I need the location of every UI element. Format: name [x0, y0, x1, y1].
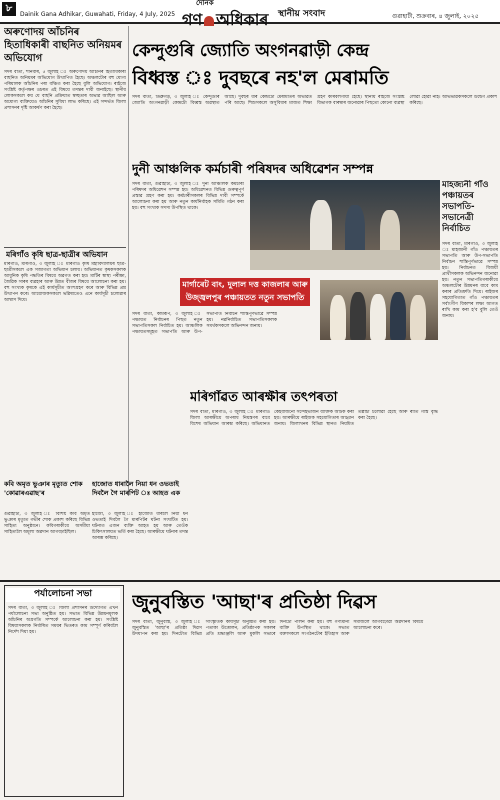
page-number: ৮: [2, 2, 16, 16]
a10-body: সদৰ বাৰ্তা, ৩ জুলাই ঃ জিলা প্ৰশাসনৰ উদ্যোগত এখন পৰ্যালোচনা সভা অনুষ্ঠিত হয়। সভাত বিভিন্ন উন্নয়নমূলক আঁচনিৰ অগ্ৰগতি সম্পৰ্কে আলোচনা কৰা হয়। সংশ্লিষ্ট বিষয়াসকলক নিৰ্ধাৰিত সময়ৰ ভিতৰত কাম সম্পূৰ্ণ কৰিবলৈ নিৰ্দেশ দিয়া হয়।: [8, 606, 118, 635]
brand-part1: গণ: [182, 10, 203, 29]
section-label: স্থানীয় সংবাদ: [278, 9, 326, 19]
person-figure: [370, 294, 386, 340]
brand-logo-icon: [204, 16, 214, 26]
person-figure: [390, 292, 406, 340]
a7-body-continued: [280, 344, 438, 384]
person-figure: [410, 295, 426, 340]
a1-headline: অৰুণোদয় আঁচনিৰ হিতাধিকাৰী বাছনিত অনিয়মৰ অভিযোগ: [4, 27, 122, 64]
a4-headline: হাজোত ধাৰালৈ নিয়া ধন ওভতাই দিবলৈ গৈ মাৰপিট ঃ আহত এক: [92, 480, 181, 497]
section-divider: [0, 580, 500, 582]
a6-headline: দুনী আঞ্চলিক কৰ্মচাৰী পৰিষদৰ অধিৱেশন সম্পন্ন: [132, 161, 374, 176]
a4-body: হাজো, ৩ জুলাই ঃ হাজোত ধাৰলৈ নিয়া ধন ওভতাই দিবলৈ গৈ মাৰপিটৰ ঘটনা সংঘটিত হয়। ঘটনাত এজন ব্যক্তি আহত হয় আৰু তেওঁক চিকিৎসালয়ত ভৰ্তি কৰা হৈছে। আৰক্ষীয়ে ঘটনাৰ তদন্ত আৰম্ভ কৰিছে।: [92, 512, 188, 541]
photo-group-portrait: [320, 280, 438, 340]
a7-body: সদৰ বাৰ্তা, কামৰূপ, ৩ জুলাই ঃ পঞ্চায়ত নিৰ্বাচনৰ পিছত নতুন সভাপতিসকল নিৰ্বাচিত হয়। আঞ্চলিক পঞ্চায়তসমূহত সভাপতি আৰু উপ-সভাপতি নিৰ্বাচন শান্তিপূৰ্ণভাৱে সম্পন্ন হয়। নৱনিৰ্বাচিত সভাপতিসকলক সমৰ্থকসকলে অভিনন্দন জনায়।: [132, 312, 277, 335]
a2-body: মৰিগাঁও, মৰিগাঁও, ৩ জুলাই ঃ মৰিগাঁও কৃষি মহাবিদ্যালয়ৰ ছাত্ৰ-ছাত্ৰীসকলে এক সজাগতা অভিযান চলায়। অভিযানত কৃষকসকলক আধুনিক কৃষি পদ্ধতিৰ বিষয়ে অৱগত কৰা হয়। মাটিৰ স্বাস্থ্য পৰীক্ষা, জৈৱিক সাৰৰ ব্যৱহাৰ আৰু উন্নত বীজৰ বিষয়ে আলোচনা কৰা হয়। বহু সংখ্যক কৃষকে এই কাৰ্যসূচীত অংশগ্ৰহণ কৰে আৰু বিভিন্ন প্ৰশ্ন উত্থাপন কৰে। আয়োজকসকলে ভৱিষ্যতেও এনে কাৰ্যসূচী চলোৱাৰ আশ্বাস দিয়ে।: [4, 262, 126, 303]
masthead-left-text: Dainik Gana Adhikar, Guwahati, Friday, 4 July, 2025: [20, 11, 176, 18]
a5-headline-line2: বিধ্বস্ত ঃ দুবছৰে নহ'ল মেৰামতি: [132, 67, 389, 89]
a5-headline-line1: কেন্দুগুৰি জ্যোতি অংগনৱাড়ী কেন্দ্ৰ: [132, 41, 370, 61]
a3-body: গুৱাহাটী, ৩ জুলাই ঃ বিশিষ্ট কবি অমৃত ভুঞাৰ মৃত্যুত গভীৰ শোক প্ৰকাশ কৰিছে বিভিন্ন সাহিত্য অনুষ্ঠানে। কবিগৰাকীয়ে অসমীয়া সাহিত্যলৈ অমূল্য অৱদান আগবঢ়াইছিল।: [4, 512, 90, 535]
column-rule: [128, 26, 129, 496]
stage-table: [250, 250, 440, 270]
a8-headline: মাহজ্যনী গাঁও পঞ্চায়তৰ সভাপতি-সভানেত্ৰী নিৰ্বাচিত: [442, 180, 489, 234]
a9-headline: মৰিগাঁৱত আৰক্ষীৰ তৎপৰতা: [190, 390, 338, 405]
a11-body: সদৰ বাৰ্তা, জুনুবস্তি, ৩ জুলাই ঃ জুনুবস্তিত 'আছা'ৰ প্ৰতিষ্ঠা দিৱস উদযাপন কৰা হয়। দিনটোত বিভিন্ন সাংস্কৃতিক কাৰ্যসূচী অনুষ্ঠিত কৰা হয়। পতাকা উত্তোলন, প্ৰতিষ্ঠাপক সকলৰ প্ৰতি শ্ৰদ্ধাঞ্জলি আৰু মুকলি সভাৰে দিনটো পালন কৰা হয়। বহু গণ্যমান্য ব্যক্তি উপস্থিত থাকে। সভাত বক্তাসকলে সংগঠনটোৰ ইতিহাস আৰু সমাজলৈ আগবঢ়োৱা অৱদানৰ বিষয়ে আলোচনা কৰে।: [132, 620, 424, 637]
photo-stage-meeting: [250, 180, 440, 270]
a10-headline: পৰ্যালোচনা সভা: [6, 588, 120, 602]
person-figure: [350, 292, 366, 340]
a5-body: সদৰ বাৰ্তা, ডিব্ৰুগড়, ৩ জুলাই ঃ কেন্দুগুৰি জ্যোতি অংগনৱাড়ী কেন্দ্ৰটো বিধ্বস্ত অৱস্থাত আছে। দুবছৰ ধৰি কেন্দ্ৰটো মেৰামতিৰ অভাৱত পৰি আছে। শিশুসকলে অসুবিধাৰ মাজত শিক্ষা গ্ৰহণ কৰিবলগীয়া হৈছে। স্থানীয় ৰাইজে সংশ্লিষ্ট বিভাগক বাৰম্বাৰ জনোৱাৰ পিছতো কোনো ব্যৱস্থা লোৱা হোৱা নাই। অভিভাৱকসকলে উদ্বেগ প্ৰকাশ কৰিছে।: [132, 95, 497, 106]
a7-banner: মাৰ্গাৰেট বাং, দুলাল দত্ত কাজলাৰ আৰু উজ্জ্বলপুৰ পঞ্চায়তত নতুন সভাপতি: [180, 278, 310, 306]
divider: [4, 247, 126, 248]
masthead-brand: [182, 0, 268, 34]
masthead-date: গুৱাহাটী, শুক্ৰবাৰ, ৪ জুলাই, ২০২৫: [392, 13, 479, 20]
a8-body: সদৰ বাৰ্তা, মৰিগাঁও, ৩ জুলাই ঃ মাহজ্যনী গাঁও পঞ্চায়তৰ সভাপতি আৰু উপ-সভাপতি নিৰ্বাচন শান্তিপূৰ্ণভাৱে সম্পন্ন হয়। নিৰ্বাচনত বিজয়ী প্ৰাৰ্থীসকলক অভিনন্দন জনোৱা হয়। নতুন সভাপতিগৰাকীয়ে অঞ্চলটোৰ উন্নয়নৰ বাবে কাম কৰাৰ প্ৰতিশ্ৰুতি দিয়ে। ৰাইজৰ সহযোগিতাত গাঁও পঞ্চায়তৰ সৰ্বাংগীণ বিকাশৰ লক্ষ্য আগত ৰাখি কাম কৰা হ'ব বুলি তেওঁ জনায়।: [442, 242, 498, 319]
a9-body: সদৰ বাৰ্তা, মৰিগাঁও, ৩ জুলাই ঃ মৰিগাঁও জিলা আৰক্ষীয়ে অপৰাধ নিয়ন্ত্ৰণৰ বাবে বিশেষ অভিযান আৰম্ভ কৰিছে। অভিযানত কেইবাজনো সন্দেহভাজন ব্যক্তিক আটক কৰা হয়। আৰক্ষীয়ে ৰাইজক সহযোগিতাৰ আহ্বান জনায়। জিলাখনৰ বিভিন্ন স্থানত নিয়মিত তল্লাচী চলোৱা হৈছে আৰু ৰাতি গস্তি বৃদ্ধি কৰা হৈছে।: [190, 410, 438, 427]
a2-headline: মৰিগাঁও কৃষি ছাত্ৰ-ছাত্ৰীৰ অভিযান: [6, 250, 108, 259]
a6-body: সদৰ বাৰ্তা, গুৱাহাটী, ৩ জুলাই ঃ দুনী আঞ্চলিক কৰ্মচাৰী পৰিষদৰ অধিৱেশন সম্পন্ন হয়। অধিৱেশনত বিভিন্ন গুৰুত্বপূৰ্ণ প্ৰস্তাৱ গ্ৰহণ কৰা হয়। কৰ্মচাৰীসকলৰ বিভিন্ন দাবী সম্পৰ্কে আলোচনা কৰা হয় আৰু নতুন কাৰ্যনিৰ্বাহক সমিতি গঠন কৰা হয়। বহু সংখ্যক সদস্য উপস্থিত থাকে।: [132, 182, 244, 211]
brand-part2: অধিকাৰ: [216, 10, 269, 29]
brand-small: দৈনিক: [196, 0, 214, 7]
person-figure: [330, 295, 346, 340]
a11-headline: জুনুবস্তিত 'আছা'ৰ প্ৰতিষ্ঠা দিৱস: [132, 591, 377, 613]
a3-headline: কবি অমৃত ভুঞাৰ মৃত্যুত শোক 'কোৱাৰএৱাছ'ৰ: [4, 480, 83, 497]
a1-body: সদৰ বাৰ্তা, শনিবাৰ, ৫ জুলাই ঃ অৰুণোদয় আঁচনিৰ হিতাধিকাৰী বাছনিত অনিয়মৰ অভিযোগ উত্থাপিত হৈছে। অঞ্চলটোৰ বহু যোগ্য পৰিয়ালক আঁচনিৰ পৰা বঞ্চিত কৰা হৈছে বুলি অভিযোগ। ৰাইজে সংশ্লিষ্ট কৰ্তৃপক্ষৰ ওচৰত এই বিষয়ে তদন্তৰ দাবী জনাইছে। স্থানীয় লোকসকলে কয় যে বাছনি প্ৰক্ৰিয়াত স্বচ্ছতাৰ অভাৱ আছিল আৰু অযোগ্য ব্যক্তিয়েও আঁচনিৰ সুবিধা লাভ কৰিছে। এই সন্দৰ্ভত জিলা প্ৰশাসনৰ দৃষ্টি আকৰ্ষণ কৰা হৈছে।: [4, 70, 126, 111]
